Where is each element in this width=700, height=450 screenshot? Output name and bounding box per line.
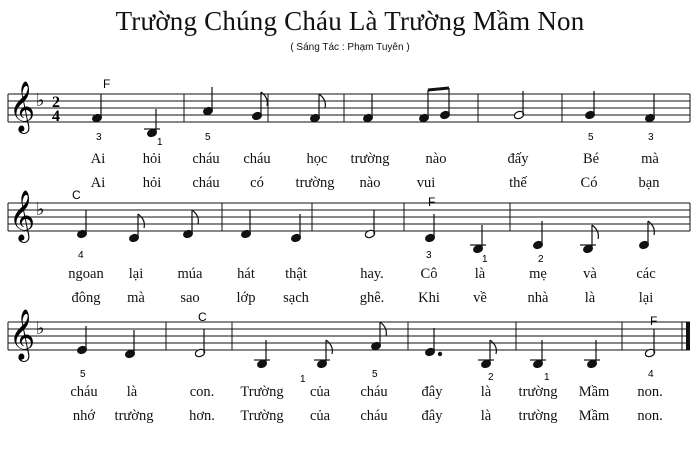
fingering: 2	[538, 254, 544, 265]
fingering: 3	[96, 132, 102, 143]
lyrics-verse-1-system-2	[0, 266, 700, 286]
chord-symbol: F	[650, 314, 658, 328]
flat-icon: ♭	[36, 318, 45, 339]
lyric-syllable: cháu	[360, 384, 388, 400]
lyric-syllable: về	[473, 290, 487, 306]
lyric-syllable: là	[474, 266, 486, 282]
lyric-syllable: Cô	[420, 266, 438, 282]
lyric-syllable: bạn	[638, 175, 660, 191]
lyric-syllable: non.	[637, 384, 663, 400]
fingering: 4	[648, 369, 654, 380]
lyric-syllable: nhà	[527, 290, 549, 306]
fingering: 2	[488, 372, 494, 383]
lyric-syllable: lại	[638, 290, 654, 306]
lyric-syllable: của	[309, 384, 331, 400]
staff-system-2	[0, 185, 700, 265]
lyric-syllable: trường	[295, 175, 335, 191]
chord-symbol: F	[103, 77, 111, 91]
lyric-syllable: đây	[421, 384, 443, 400]
lyric-syllable: trường	[518, 384, 558, 400]
lyric-syllable: có	[250, 175, 264, 191]
lyric-syllable: các	[636, 266, 656, 282]
treble-clef-icon: 𝄞	[9, 309, 36, 360]
chord-symbol: C	[198, 310, 207, 324]
lyrics-verse-1-system-3	[0, 384, 700, 404]
fingering: 1	[157, 137, 163, 148]
lyric-syllable: hát	[237, 266, 255, 282]
lyric-syllable: sao	[180, 290, 200, 306]
lyric-syllable: Trường	[240, 408, 284, 424]
lyric-syllable: ngoan	[68, 266, 104, 282]
flat-icon: ♭	[36, 90, 45, 111]
fingering: 1	[482, 254, 488, 265]
fingering: 5	[205, 132, 211, 143]
lyric-syllable: nhớ	[72, 408, 96, 424]
lyric-syllable: hỏi	[142, 151, 162, 167]
composer-credit: ( Sáng Tác : Phạm Tuyên )	[290, 42, 410, 53]
fingering: 5	[588, 132, 594, 143]
lyric-syllable: cháu	[70, 384, 98, 400]
time-signature-bottom: 4	[52, 108, 60, 125]
lyric-syllable: con.	[189, 384, 215, 400]
lyric-syllable: cháu	[192, 151, 220, 167]
treble-clef-icon: 𝄞	[9, 81, 36, 132]
lyric-syllable: Mầm	[578, 384, 610, 400]
lyric-syllable: vui	[416, 175, 436, 191]
lyric-syllable: thế	[509, 175, 527, 191]
lyric-syllable: hỏi	[142, 175, 162, 191]
chord-symbol: F	[428, 195, 436, 209]
lyric-syllable: mà	[641, 151, 659, 167]
lyric-syllable: nào	[425, 151, 447, 167]
lyric-syllable: Bé	[582, 151, 600, 167]
song-title: Trường Chúng Cháu Là Trường Mầm Non	[115, 6, 585, 36]
lyric-syllable: nào	[359, 175, 381, 191]
staff-system-3	[0, 305, 700, 385]
lyric-syllable: mà	[127, 290, 145, 306]
lyric-syllable: lớp	[236, 290, 256, 306]
lyric-syllable: trường	[518, 408, 558, 424]
lyric-syllable: và	[583, 266, 597, 282]
lyric-syllable: học	[306, 151, 328, 167]
lyric-syllable: là	[480, 384, 492, 400]
lyric-syllable: trường	[350, 151, 390, 167]
fingering: 1	[544, 372, 550, 383]
lyric-syllable: Ai	[90, 151, 106, 167]
flat-icon: ♭	[36, 199, 45, 220]
lyric-syllable: Trường	[240, 384, 284, 400]
treble-clef-icon: 𝄞	[9, 190, 36, 241]
lyric-syllable: Ai	[90, 175, 106, 191]
lyric-syllable: mẹ	[529, 266, 547, 282]
fingering: 5	[80, 369, 86, 380]
staff-system-1	[0, 60, 700, 150]
lyrics-verse-1-system-1	[0, 151, 700, 171]
time-signature-top: 2	[52, 94, 60, 111]
lyric-syllable: là	[480, 408, 492, 424]
lyric-syllable: của	[309, 408, 331, 424]
lyric-syllable: đấy	[507, 151, 529, 167]
lyric-syllable: ghê.	[359, 290, 385, 306]
lyric-syllable: hay.	[360, 266, 384, 282]
lyric-syllable: hơn.	[189, 408, 215, 424]
lyric-syllable: là	[126, 384, 138, 400]
chord-symbol: C	[72, 188, 81, 202]
fingering: 1	[300, 374, 306, 385]
lyric-syllable: Khi	[418, 290, 440, 306]
lyric-syllable: sạch	[283, 290, 309, 306]
lyric-syllable: Có	[580, 175, 598, 191]
lyric-syllable: trường	[114, 408, 154, 424]
lyric-syllable: cháu	[243, 151, 271, 167]
fingering: 5	[372, 369, 378, 380]
lyrics-verse-2-system-3	[0, 408, 700, 428]
lyric-syllable: là	[584, 290, 596, 306]
lyric-syllable: cháu	[360, 408, 388, 424]
lyric-syllable: lại	[128, 266, 144, 282]
lyric-syllable: múa	[177, 266, 203, 282]
fingering: 4	[78, 250, 84, 261]
lyric-syllable: đây	[421, 408, 443, 424]
lyric-syllable: cháu	[192, 175, 220, 191]
lyric-syllable: thật	[285, 266, 307, 282]
fingering: 3	[648, 132, 654, 143]
lyric-syllable: đông	[71, 290, 101, 306]
lyric-syllable: non.	[637, 408, 663, 424]
fingering: 3	[426, 250, 432, 261]
lyric-syllable: Mầm	[578, 408, 610, 424]
